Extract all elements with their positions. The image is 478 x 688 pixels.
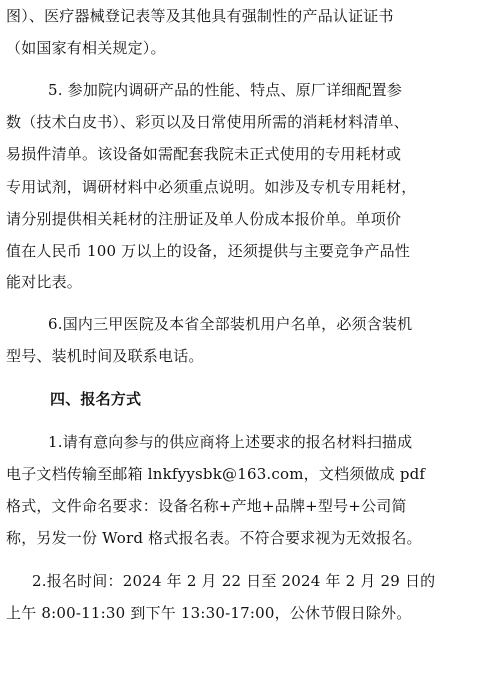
item-6-line-2: 型号、装机时间及联系电话。 (6, 347, 204, 365)
item-5-line-1: 5. 参加院内调研产品的性能、特点、原厂详细配置参 (48, 81, 403, 99)
item-6-line-1: 6.国内三甲医院及本省全部装机用户名单，必须含装机 (48, 315, 413, 333)
reg-item-2-line-1: 2.报名时间：2024 年 2 月 22 日至 2024 年 2 月 29 日的 (32, 572, 436, 590)
item-5-line-6: 值在人民币 100 万以上的设备，还须提供与主要竞争产品性 (6, 242, 410, 260)
item-5-line-4: 专用试剂，调研材料中必须重点说明。如涉及专机专用耗材， (6, 178, 417, 196)
item-5-line-5: 请分别提供相关耗材的注册证及单人份成本报价单。单项价 (6, 210, 402, 228)
item-5-line-2: 数（技术白皮书）、彩页以及日常使用所需的消耗材料清单、 (6, 113, 409, 131)
reg-item-2-line-2: 上午 8:00-11:30 到下午 13:30-17:00，公休节假日除外。 (6, 604, 412, 622)
paragraph-line-2: （如国家有相关规定）。 (6, 39, 166, 57)
reg-item-1-line-4: 称，另发一份 Word 格式报名表。不符合要求视为无效报名。 (6, 529, 422, 547)
paragraph-line-1: 图）、医疗器械登记表等及其他具有强制性的产品认证证书 (6, 7, 394, 25)
item-5-line-3: 易损件清单。该设备如需配套我院未正式使用的专用耗材或 (6, 145, 402, 163)
reg-item-1-line-3: 格式，文件命名要求：设备名称+产地+品牌+型号+公司简 (6, 497, 407, 515)
section-heading: 四、报名方式 (50, 390, 142, 408)
reg-item-1-line-1: 1.请有意向参与的供应商将上述要求的报名材料扫描成 (48, 433, 413, 451)
item-5-line-7: 能对比表。 (6, 273, 83, 291)
reg-item-1-line-2: 电子文档传输至邮箱 lnkfyysbk@163.com，文档须做成 pdf (6, 465, 426, 483)
